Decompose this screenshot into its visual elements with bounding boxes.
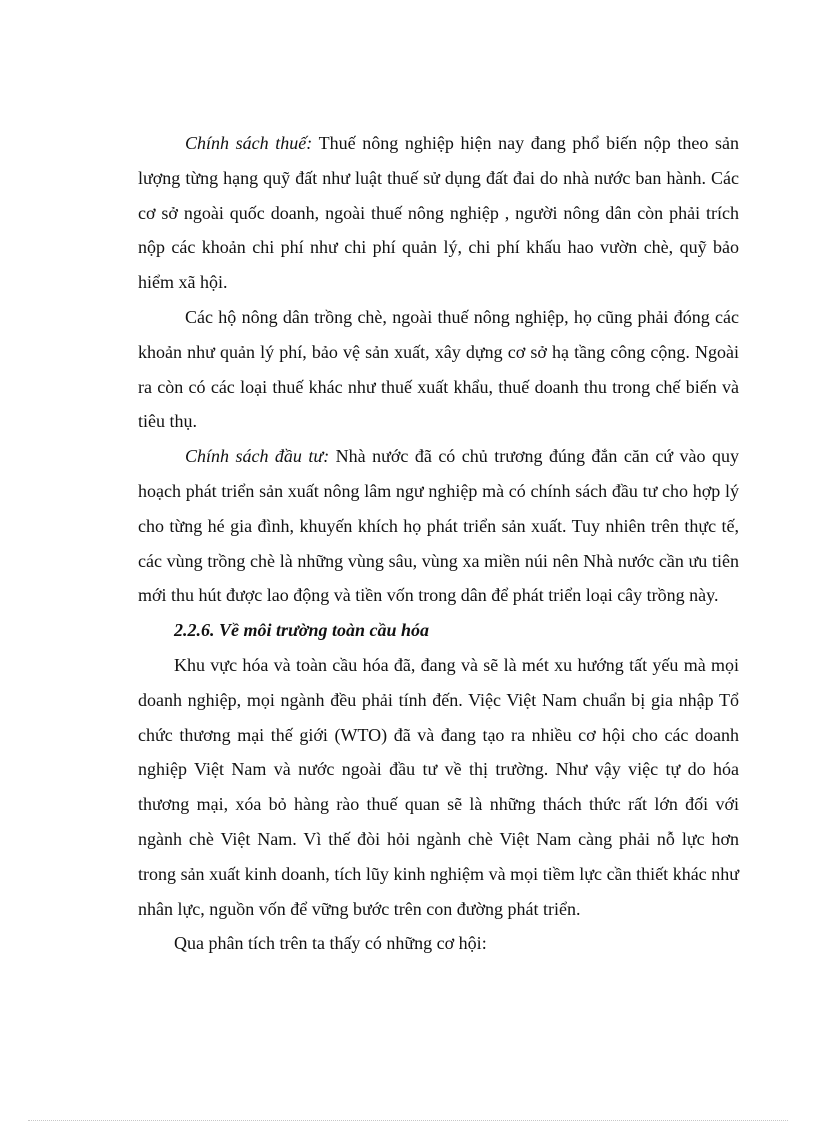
paragraph-text: Khu vực hóa và toàn cầu hóa đã, đang và sẽ là mét xu hướng tất yếu mà mọi doanh nghiệp, mọi ngành đều phải tính đến. Việc Việt Nam chuẩn bị gia nhập Tổ chức thương mại thế giới (WTO) đã và đang tạo ra nhiều cơ hội cho các doanh nghiệp Việt Nam và nước ngoài đầu tư về thị trường. Như vậy việc tự do hóa thương mại, xóa bỏ hàng rào thuế quan sẽ là những thách thức rất lớn đối với ngành chè Việt Nam. Vì thế đòi hỏi ngành chè Việt Nam càng phải nỗ lực hơn trong sản xuất kinh doanh, tích lũy kinh nghiệm và mọi tiềm lực cần thiết khác như nhân lực, nguồn vốn để vững bước trên con đường phát triển. — [138, 654, 739, 919]
paragraph-text: Qua phân tích trên ta thấy có những cơ hội: — [174, 933, 487, 954]
paragraph-text: Nhà nước đã có chủ trương đúng đắn căn cứ vào quy hoạch phát triển sản xuất nông lâm ngư nghiệp mà có chính sách đầu tư cho hợp lý cho từng hé gia đình, khuyến khích họ phát triển sản xuất. Tuy nhiên trên thực tế, các vùng trồng chè là những vùng sâu, vùng xa miền núi nên Nhà nước cần ưu tiên mới thu hút được lao động và tiền vốn trong dân để phát triển loại cây trồng này. — [138, 446, 739, 606]
paragraph-investment-policy — [138, 439, 739, 613]
document-body — [138, 126, 739, 961]
paragraph-lead: Chính sách thuế: — [185, 133, 313, 153]
paragraph-text: Thuế nông nghiệp hiện nay đang phổ biến nộp theo sản lượng từng hạng quỹ đất như luật thuế sử dụng đất đai do nhà nước ban hành. Các cơ sở ngoài quốc doanh, ngoài thuế nông nghiệp , người nông dân còn phải trích nộp các khoản chi phí như chi phí quản lý, chi phí khấu hao vườn chè, quỹ bảo hiểm xã hội. — [138, 133, 739, 293]
paragraph-globalization — [138, 648, 739, 926]
paragraph-text: Các hộ nông dân trồng chè, ngoài thuế nông nghiệp, họ cũng phải đóng các khoản như quản lý phí, bảo vệ sản xuất, xây dựng cơ sở hạ tầng công cộng. Ngoài ra còn có các loại thuế khác như thuế xuất khẩu, thuế doanh thu trong chế biến và tiêu thụ. — [138, 306, 739, 432]
paragraph-tea-households — [138, 300, 739, 439]
paragraph-tax-policy — [138, 126, 739, 300]
footer-divider — [28, 1120, 788, 1121]
paragraph-lead: Chính sách đầu tư: — [185, 446, 330, 467]
paragraph-opportunities-intro — [138, 926, 739, 961]
section-heading: 2.2.6. Về môi trường toàn cầu hóa — [174, 620, 429, 641]
